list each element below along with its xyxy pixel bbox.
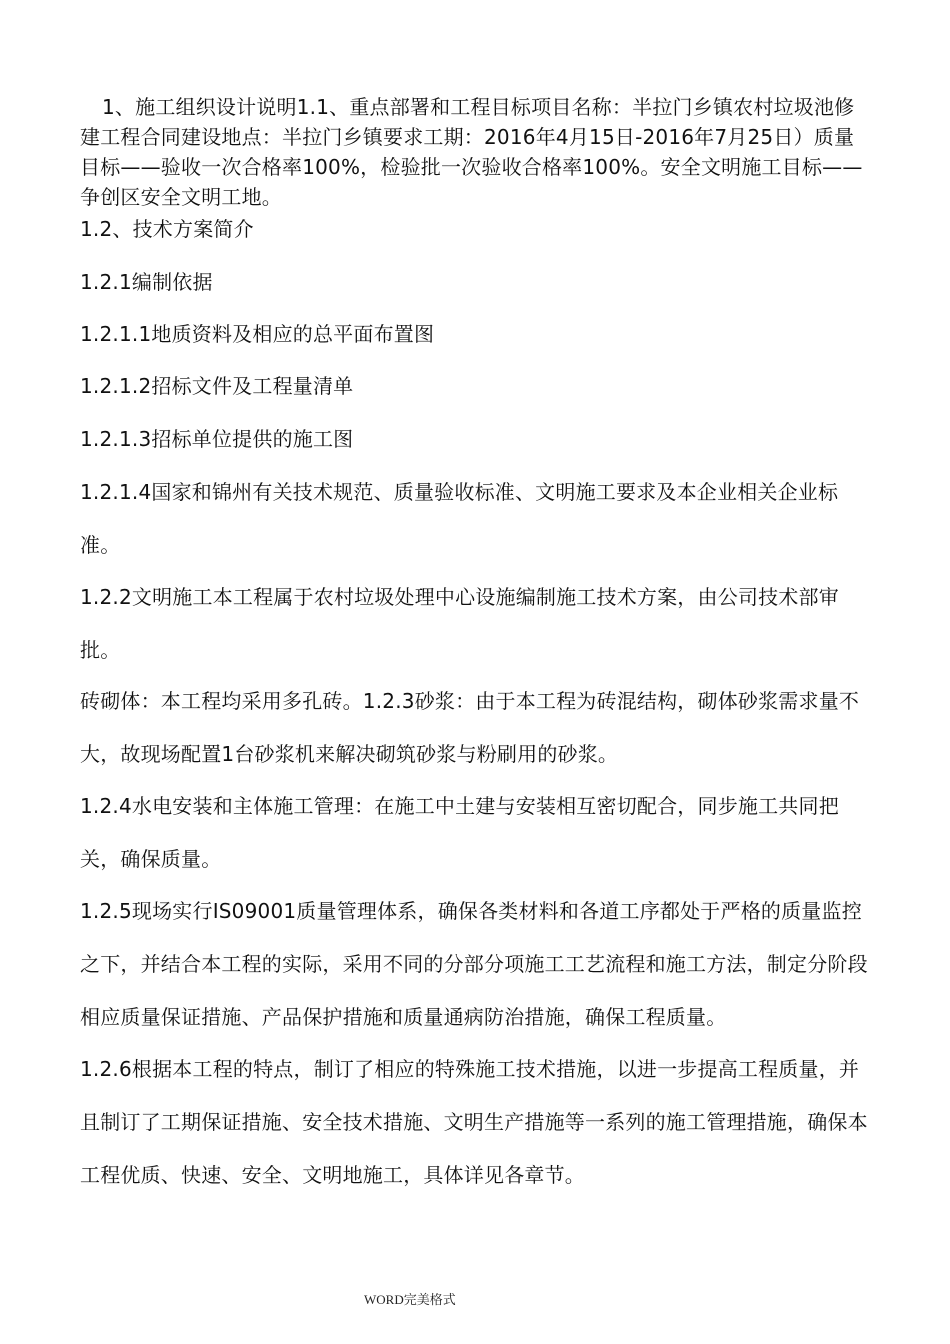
section-1-2-5: 1.2.5现场实行IS09001质量管理体系，确保各类材料和各道工序都处于严格的质量监控之下，并结合本工程的实际，采用不同的分部分项施工工艺流程和施工方法，制定分阶段相应质量保证措施、产品保护措施和质量通病防治措施，确保工程质量。 <box>80 899 868 1029</box>
section-1-2-3: 砖砌体：本工程均采用多孔砖。1.2.3砂浆：由于本工程为砖混结构，砌体砂浆需求量不大，故现场配置1台砂浆机来解决砌筑砂浆与粉刷用的砂浆。 <box>80 689 860 766</box>
section-1-2-2: 1.2.2文明施工本工程属于农村垃圾处理中心设施编制施工技术方案，由公司技术部审批。 <box>80 585 839 662</box>
heading-1-2-1: 1.2.1编制依据 <box>80 270 213 294</box>
item-1-2-1-2: 1.2.1.2招标文件及工程量清单 <box>80 374 354 398</box>
item-1-2-1-3: 1.2.1.3招标单位提供的施工图 <box>80 427 354 451</box>
item-1-2-1-4: 1.2.1.4国家和锦州有关技术规范、质量验收标准、文明施工要求及本企业相关企业标准。 <box>80 480 839 557</box>
section-1-2-6: 1.2.6根据本工程的特点，制订了相应的特殊施工技术措施，以进一步提高工程质量，并且制订了工期保证措施、安全技术措施、文明生产措施等一系列的施工管理措施，确保本工程优质、快速、安全、文明地施工，具体详见各章节。 <box>80 1057 868 1187</box>
intro-paragraph: 1、施工组织设计说明1.1、重点部署和工程目标项目名称：半拉门乡镇农村垃圾池修建工程合同建设地点：半拉门乡镇要求工期：2016年4月15日-2016年7月25日）质量目标——验收一次合格率100%，检验批一次验收合格率100%。安全文明施工目标——争创区安全文明工地。 <box>80 95 863 209</box>
footer-text: WORD完美格式 <box>364 1292 456 1307</box>
item-1-2-1-1: 1.2.1.1地质资料及相应的总平面布置图 <box>80 322 435 346</box>
heading-1-2: 1.2、技术方案简介 <box>80 217 254 241</box>
section-1-2-4: 1.2.4水电安装和主体施工管理：在施工中土建与安装相互密切配合，同步施工共同把关，确保质量。 <box>80 794 839 871</box>
